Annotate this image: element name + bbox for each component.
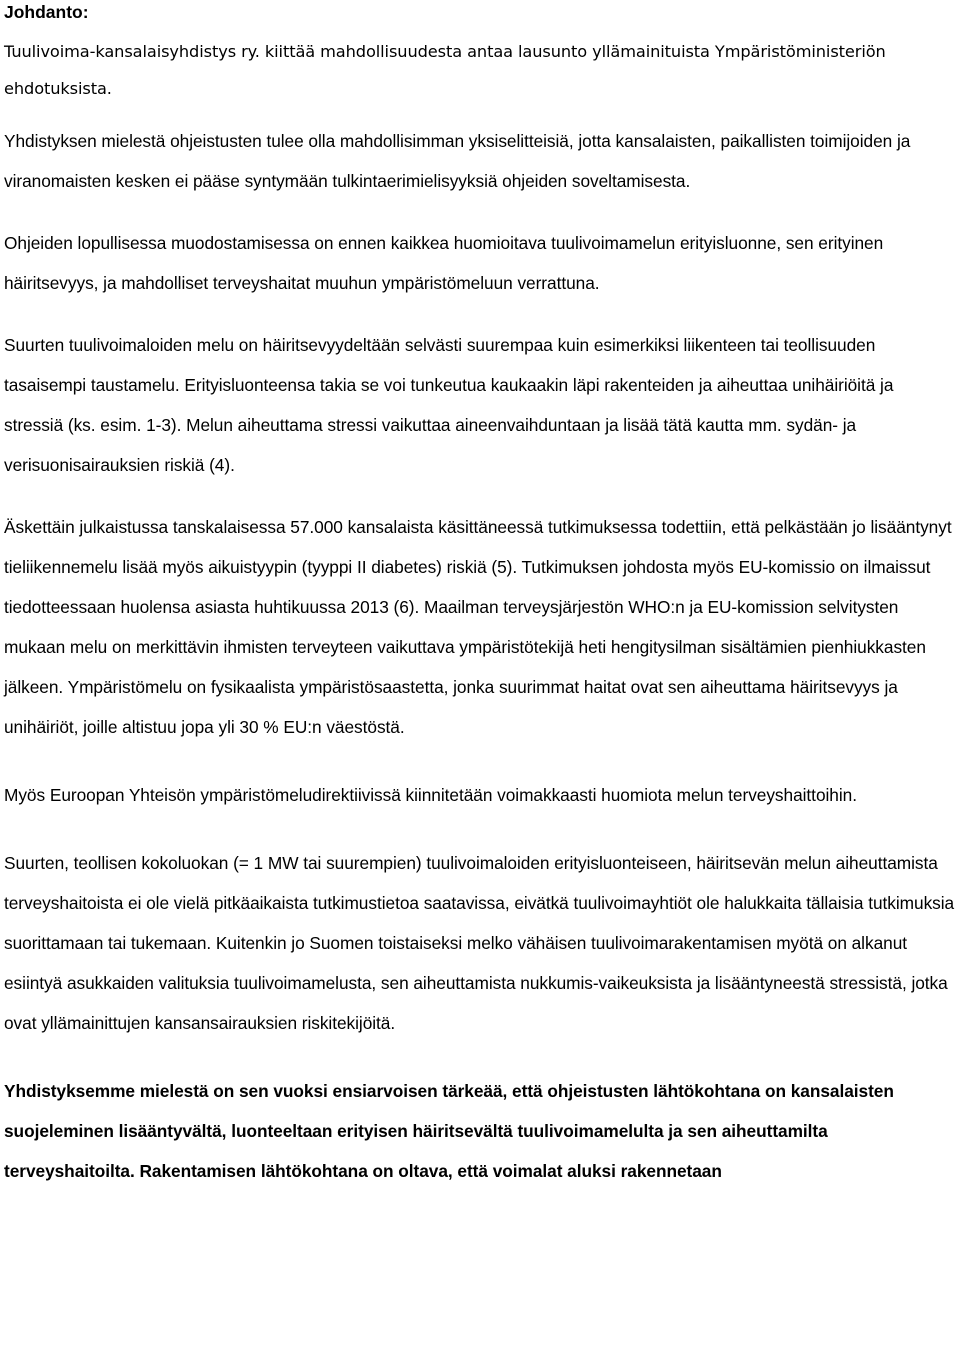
document-page xyxy=(4,0,956,1191)
paragraph-large-turbine-noise: Suurten tuulivoimaloiden melu on häiritsevyydeltään selvästi suurempaa kuin esimerkiksi liikenteen tai teollisuuden tasaisempi taustamelu. Erityisluonteensa takia se voi tunkeutua kaukaakin läpi rakenteiden ja aiheuttaa unihäiriöitä ja stressiä (ks. esim. 1-3). Melun aiheuttama stressi vaikuttaa aineenvaihduntaan ja lisää tätä kautta mm. sydän- ja verisuonisairauksien riskiä (4). xyxy=(4,335,894,475)
paragraph-eu-directive: Myös Euroopan Yhteisön ympäristömeludirektiivissä kiinnitetään voimakkaasti huomiota melun terveyshaittoihin. xyxy=(4,785,857,805)
paragraph-unambiguous-guidelines: Yhdistyksen mielestä ohjeistusten tulee olla mahdollisimman yksiselitteisiä, jotta kansalaisten, paikallisten toimijoiden ja viranomaisten kesken ei pääse syntymään tulkintaerimielisyyksiä ohjeiden soveltamisesta. xyxy=(4,131,911,191)
paragraph-noise-nature: Ohjeiden lopullisessa muodostamisessa on ennen kaikkea huomioitava tuulivoimamelun erityisluonne, sen erityinen häiritsevyys, ja mahdolliset terveyshaitat muuhun ympäristömeluun verrattuna. xyxy=(4,233,884,293)
paragraph-danish-study: Äskettäin julkaistussa tanskalaisessa 57.000 kansalaista käsittäneessä tutkimuksessa todettiin, että pelkästään jo lisääntynyt tieliikennemelu lisää myös aikuistyypin (tyyppi II diabetes) riskiä (5). Tutkimuksen johdosta myös EU-komissio on ilmaissut tiedotteessaan huolensa asiasta huhtikuussa 2013 (6). Maailman terveysjärjestön WHO:n ja EU-komission selvitysten mukaan melu on merkittävin ihmisten terveyteen vaikuttava ympäristötekijä heti hengitysilman sisältämien pienhiukkasten jälkeen. Ympäristömelu on fysikaalista ympäristösaastetta, jonka suurimmat haitat ovat sen aiheuttama häiritsevyys ja unihäiriöt, joille altistuu jopa yli 30 % EU:n väestöstä. xyxy=(4,517,952,737)
paragraph-intro-thanks: Tuulivoima-kansalaisyhdistys ry. kiittää mahdollisuudesta antaa lausunto yllämainituista Ympäristöministeriön ehdotuksista. xyxy=(4,42,886,98)
paragraph-association-view: Yhdistyksemme mielestä on sen vuoksi ensiarvoisen tärkeää, että ohjeistusten lähtökohtana on kansalaisten suojeleminen lisääntyvältä, luonteeltaan erityisen häiritsevältä tuulivoimamelulta ja sen aiheuttamilta terveyshaitoilta. Rakentamisen lähtökohtana on oltava, että voimalat aluksi rakennetaan xyxy=(4,1081,894,1181)
paragraph-lack-of-research: Suurten, teollisen kokoluokan (= 1 MW tai suurempien) tuulivoimaloiden erityisluonteiseen, häiritsevän melun aiheuttamista terveyshaitoista ei ole vielä pitkäaikaista tutkimustietoa saatavissa, eivätkä tuulivoimayhtiöt ole halukkaita tällaisia tutkimuksia suorittamaan tai tukemaan. Kuitenkin jo Suomen toistaiseksi melko vähäisen tuulivoimarakentamisen myötä on alkanut esiintyä asukkaiden valituksia tuulivoimamelusta, sen aiheuttamista nukkumis-vaikeuksista ja lisääntyneestä stressistä, jotka ovat yllämainittujen kansansairauksien riskitekijöitä. xyxy=(4,853,955,1033)
section-heading: Johdanto: xyxy=(4,2,89,22)
